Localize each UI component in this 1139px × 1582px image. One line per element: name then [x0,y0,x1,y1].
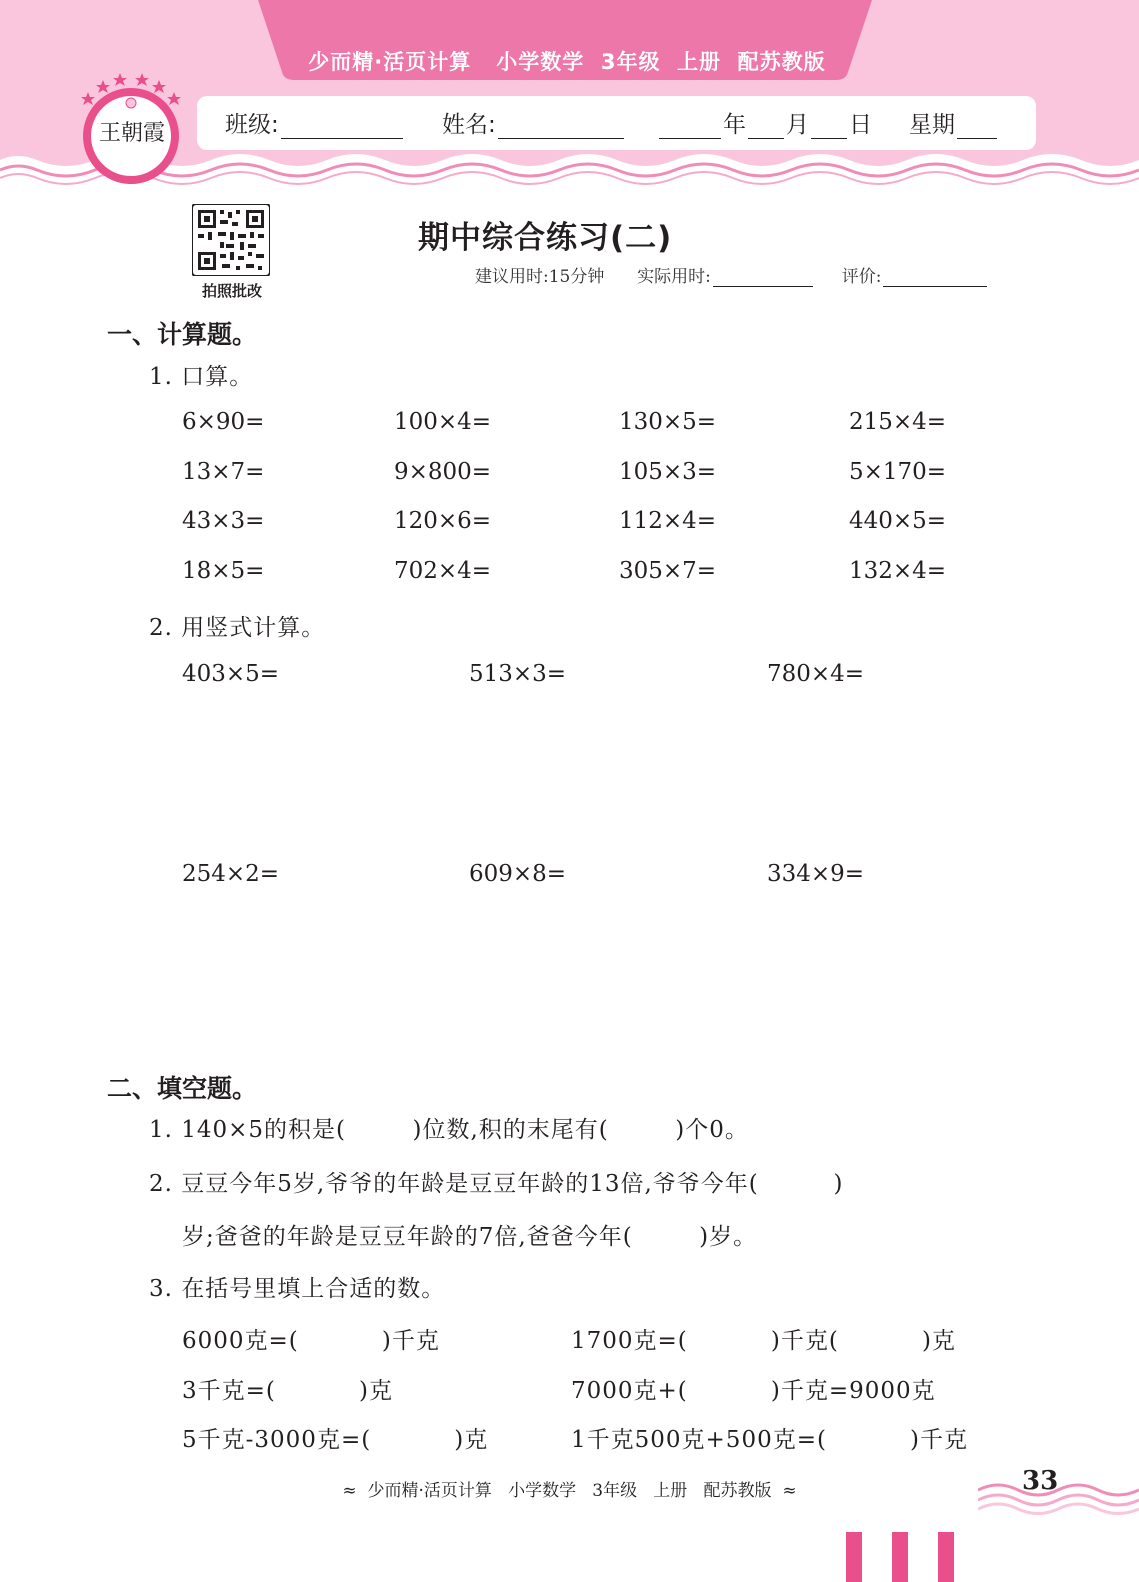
footer-series-text: ≈ 少而精·活页计算 小学数学 3年级 上册 配苏教版 ≈ [342,1481,797,1501]
student-info-bar [197,96,1036,150]
unit-conversion-item: 1700克=( )千克( )克 [571,1328,956,1354]
vertical-calc-item: 403×5= [182,661,280,687]
unit-conversion-item: 3千克=( )克 [182,1378,393,1404]
vertical-calc-item: 780×4= [767,661,865,687]
vertical-calc-item: 513×3= [469,661,567,687]
footer-tab-bar [892,1532,908,1582]
weekday-label: 星期 [909,112,955,138]
section-1-heading: 一、计算题。 [107,320,258,349]
qr-code-icon[interactable] [192,204,270,276]
name-blank[interactable] [498,112,624,139]
footer-tab-bar [938,1532,954,1582]
suggested-time: 建议用时:15分钟 [475,267,605,287]
oral-calc-item: 43×3= [182,508,265,534]
oral-calc-item: 215×4= [849,409,947,435]
actual-time-blank[interactable] [713,266,813,287]
unit-conversion-item: 1千克500克+500克=( )千克 [571,1427,969,1453]
unit-conversion-item: 7000克+( )千克=9000克 [571,1378,936,1404]
month-blank[interactable] [748,112,784,139]
oral-calc-item: 105×3= [619,459,717,485]
oral-calc-item: 130×5= [619,409,717,435]
day-blank[interactable] [811,112,847,139]
logo-text: 王朝霞 [98,121,165,146]
vertical-calc-label: 2. 用竖式计算。 [149,615,326,641]
year-label: 年 [723,112,746,138]
series-title: 少而精·活页计算 小学数学 3年级 上册 配苏教版 [308,50,826,74]
oral-calc-item: 13×7= [182,459,265,485]
evaluation-label: 评价: [841,267,882,287]
class-blank[interactable] [281,112,403,139]
fill-question-1: 1. 140×5的积是( )位数,积的末尾有( )个0。 [149,1117,749,1143]
oral-calc-item: 440×5= [849,508,947,534]
fill-question-2-line-2: 岁;爸爸的年龄是豆豆年龄的7倍,爸爸今年( )岁。 [182,1224,758,1250]
page-title: 期中综合练习(二) [418,220,673,256]
section-2-heading: 二、填空题。 [107,1074,258,1103]
vertical-calc-item: 334×9= [767,861,865,887]
vertical-calc-item: 609×8= [469,861,567,887]
year-blank[interactable] [659,112,721,139]
oral-calc-item: 305×7= [619,558,717,584]
evaluation-blank[interactable] [883,266,987,287]
month-label: 月 [786,112,809,138]
oral-calc-item: 6×90= [182,409,265,435]
oral-calc-item: 120×6= [394,508,492,534]
vertical-calc-item: 254×2= [182,861,280,887]
oral-calc-label: 1. 口算。 [149,364,254,390]
oral-calc-item: 112×4= [619,508,717,534]
oral-calc-item: 132×4= [849,558,947,584]
date-field [657,106,872,139]
oral-calc-item: 9×800= [394,459,492,485]
class-label: 班级: [225,112,279,138]
oral-calc-item: 18×5= [182,558,265,584]
weekday-blank[interactable] [957,112,997,139]
unit-conversion-item: 5千克-3000克=( )克 [182,1427,489,1453]
page-number: 33 [1022,1466,1059,1496]
oral-calc-item: 5×170= [849,459,947,485]
class-field [225,106,405,139]
footer-wave-decoration [978,1478,1139,1518]
name-label: 姓名: [442,112,496,138]
fill-question-2-line-1: 2. 豆豆今年5岁,爷爷的年龄是豆豆年龄的13倍,爷爷今年( ) [149,1171,844,1197]
oral-calc-item: 100×4= [394,409,492,435]
footer-tab-bar [846,1532,862,1582]
weekday-field [909,106,999,139]
qr-caption: 拍照批改 [201,282,262,300]
unit-conversion-item: 6000克=( )千克 [182,1328,440,1354]
fill-question-3-label: 3. 在括号里填上合适的数。 [149,1276,446,1302]
time-info-line [475,262,989,287]
day-label: 日 [849,112,872,138]
actual-time-label: 实际用时: [637,267,711,287]
name-field [442,106,626,139]
oral-calc-item: 702×4= [394,558,492,584]
